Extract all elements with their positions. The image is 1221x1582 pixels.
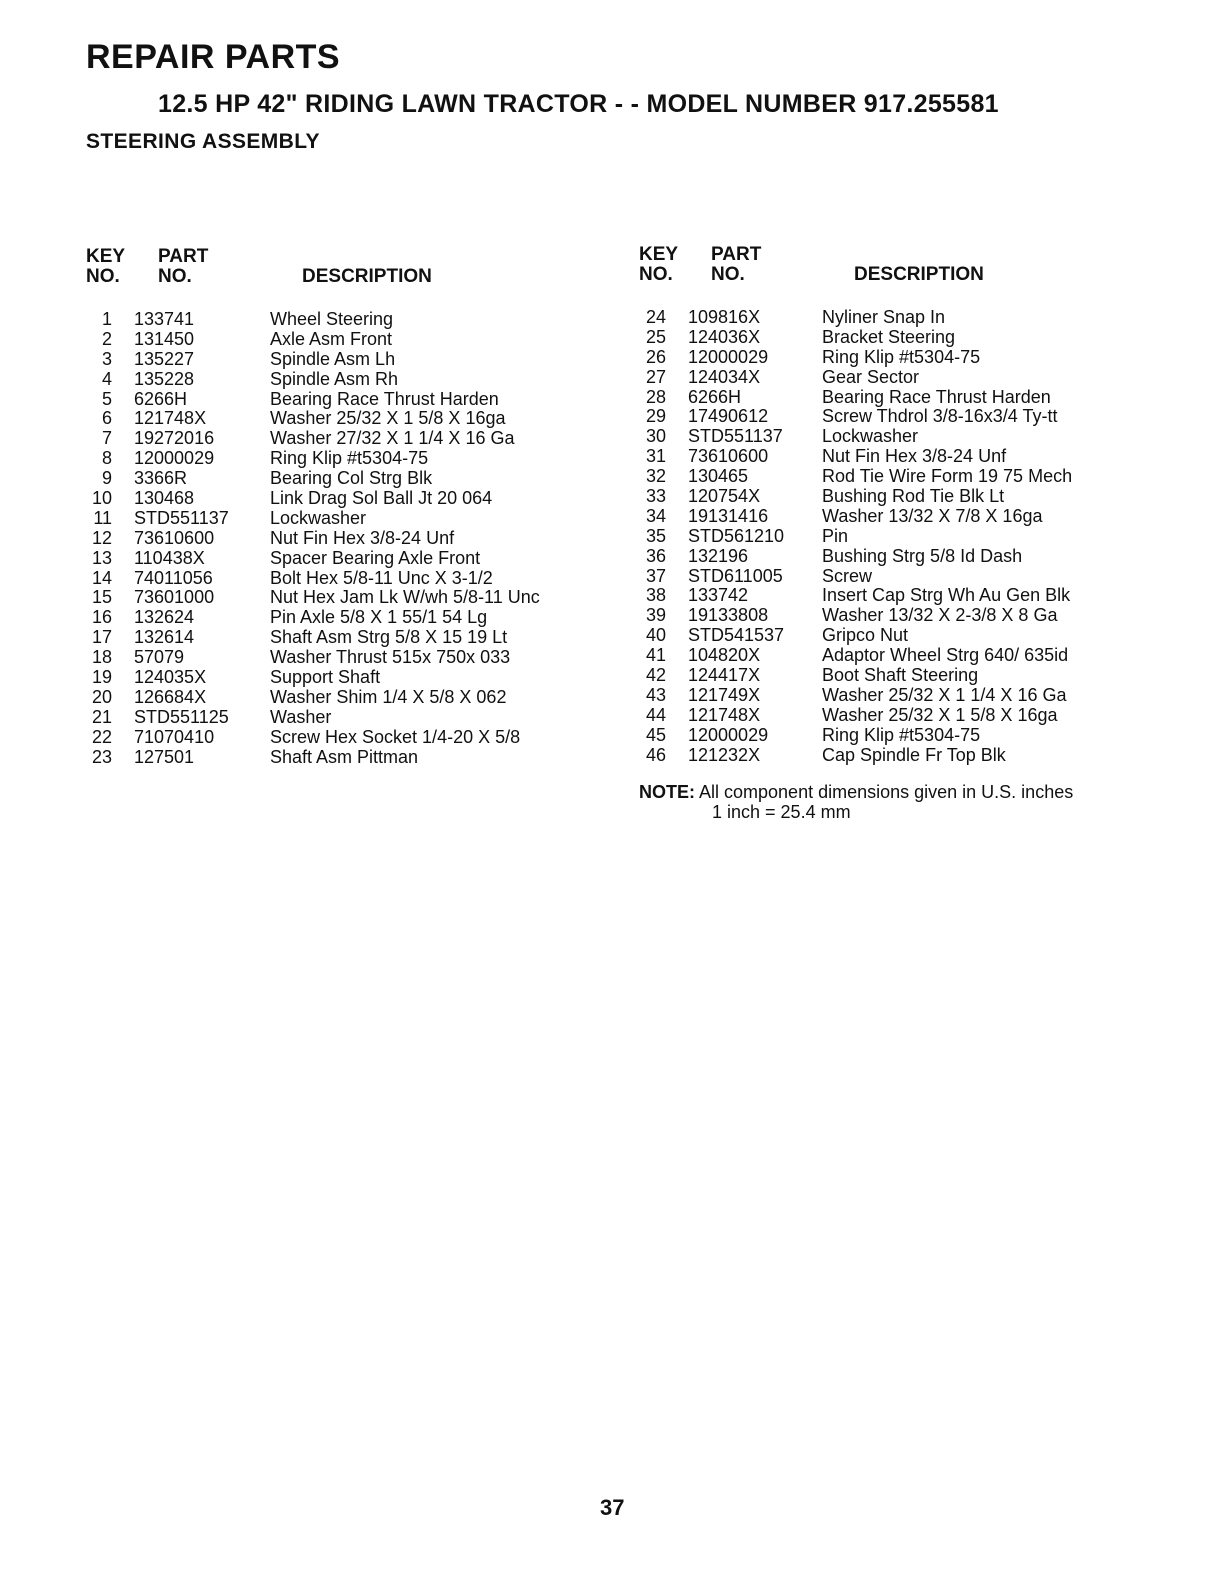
part-description: Shaft Asm Strg 5/8 X 15 19 Lt (270, 627, 508, 648)
part-description: Shaft Asm Pittman (270, 746, 419, 767)
part-number: 126684X (134, 686, 207, 707)
part-description: Bushing Rod Tie Blk Lt (822, 486, 1005, 507)
header-key: KEY (639, 244, 679, 265)
part-number: 12000029 (134, 448, 215, 469)
part-description: Bolt Hex 5/8-11 Unc X 3-1/2 (270, 567, 493, 588)
part-number: 121749X (688, 684, 761, 705)
part-number: STD541537 (688, 625, 785, 646)
header-part: PART (711, 244, 762, 265)
part-description: Lockwasher (270, 507, 367, 528)
part-number: 3366R (134, 468, 188, 489)
part-number: 19131416 (688, 505, 769, 526)
part-number: 121748X (134, 408, 207, 429)
part-number: 131450 (134, 328, 195, 349)
part-number: 124035X (134, 667, 207, 688)
part-number: STD551137 (134, 507, 229, 528)
part-description: Support Shaft (270, 667, 381, 688)
header-key-no: NO. (86, 266, 120, 287)
part-number: 12000029 (688, 724, 769, 745)
key-number: 45 (645, 724, 666, 745)
part-description: Nut Fin Hex 3/8-24 Unf (822, 446, 1007, 467)
part-number: 133742 (688, 585, 749, 606)
key-number: 20 (91, 686, 112, 707)
part-description: Link Drag Sol Ball Jt 20 064 (270, 488, 493, 509)
key-number: 17 (91, 627, 112, 648)
part-number: 135227 (134, 348, 195, 369)
key-number: 18 (91, 647, 112, 668)
header-description: DESCRIPTION (854, 264, 984, 285)
key-number: 28 (645, 386, 666, 407)
part-number: 124034X (688, 366, 761, 387)
header-part: PART (158, 246, 209, 267)
part-number: STD551125 (134, 706, 229, 727)
part-number: 121232X (688, 744, 761, 765)
part-number: 121748X (688, 704, 761, 725)
key-number: 12 (91, 527, 112, 548)
key-number: 35 (645, 525, 666, 546)
part-number: STD551137 (688, 426, 783, 447)
page-number: 37 (600, 1495, 625, 1520)
key-number: 13 (91, 547, 112, 568)
part-number: 132614 (134, 627, 195, 648)
part-description: Rod Tie Wire Form 19 75 Mech (822, 466, 1073, 487)
part-number: 132196 (688, 545, 749, 566)
part-description: Screw (822, 565, 873, 586)
part-description: Ring Klip #t5304-75 (270, 448, 429, 469)
part-description: Gripco Nut (822, 625, 909, 646)
part-description: Screw Hex Socket 1/4-20 X 5/8 (270, 726, 521, 747)
part-description: Nut Fin Hex 3/8-24 Unf (270, 527, 455, 548)
part-description: Washer 13/32 X 2-3/8 X 8 Ga (822, 605, 1058, 626)
key-number: 30 (645, 426, 666, 447)
key-number: 16 (91, 607, 112, 628)
note-text: All component dimensions given in U.S. inches (699, 782, 1074, 802)
part-number: 135228 (134, 368, 195, 389)
part-number: 104820X (688, 645, 761, 666)
part-number: 133741 (134, 309, 195, 329)
key-number: 9 (101, 468, 112, 489)
part-number: 132624 (134, 607, 195, 628)
part-number: 110438X (134, 547, 205, 568)
key-number: 19 (91, 667, 112, 688)
part-description: Insert Cap Strg Wh Au Gen Blk (822, 585, 1071, 606)
part-description: Washer 25/32 X 1 5/8 X 16ga (270, 408, 506, 429)
part-number: 124417X (688, 665, 761, 686)
key-number: 36 (645, 545, 666, 566)
part-description: Bracket Steering (822, 326, 956, 347)
part-number: STD611005 (688, 565, 783, 586)
part-description: Axle Asm Front (270, 328, 393, 349)
key-number: 25 (645, 326, 666, 347)
key-number: 33 (645, 486, 666, 507)
key-number: 32 (645, 466, 666, 487)
header-key: KEY (86, 246, 126, 267)
header-part-no: NO. (158, 266, 192, 287)
part-description: Wheel Steering (270, 309, 394, 329)
part-description: Bushing Strg 5/8 Id Dash (822, 545, 1023, 566)
header-description: DESCRIPTION (302, 266, 432, 287)
part-number: 73610600 (134, 527, 215, 548)
key-number: 24 (645, 307, 666, 327)
part-number: 130468 (134, 488, 195, 509)
key-number: 40 (645, 625, 666, 646)
key-number: 21 (91, 706, 112, 727)
part-description: Pin Axle 5/8 X 1 55/1 54 Lg (270, 607, 488, 628)
part-number: 19133808 (688, 605, 769, 626)
part-description: Washer Thrust 515x 750x 033 (270, 647, 511, 668)
part-description: Adaptor Wheel Strg 640/ 635id (822, 645, 1069, 666)
part-description: Bearing Col Strg Blk (270, 468, 433, 489)
part-description: Washer 13/32 X 7/8 X 16ga (822, 505, 1043, 526)
part-number: 109816X (688, 307, 761, 327)
key-number: 6 (101, 408, 112, 429)
key-number: 43 (645, 684, 666, 705)
part-description: Bearing Race Thrust Harden (270, 388, 499, 409)
section-title: STEERING ASSEMBLY (86, 130, 320, 153)
part-description: Washer 27/32 X 1 1/4 X 16 Ga (270, 428, 515, 449)
part-number: 73610600 (688, 446, 769, 467)
part-description: Bearing Race Thrust Harden (822, 386, 1051, 407)
part-description: Cap Spindle Fr Top Blk (822, 744, 1006, 765)
key-number: 10 (91, 488, 112, 509)
part-description: Nyliner Snap In (822, 307, 946, 327)
document-subtitle: 12.5 HP 42" RIDING LAWN TRACTOR - - MODEL NUMBER 917.255581 (158, 90, 999, 118)
key-number: 29 (645, 406, 666, 427)
key-number: 11 (93, 507, 112, 528)
key-number: 37 (645, 565, 666, 586)
key-number: 4 (101, 368, 112, 389)
part-description: Washer 25/32 X 1 5/8 X 16ga (822, 704, 1058, 725)
part-number: 19272016 (134, 428, 215, 449)
note-conversion: 1 inch = 25.4 mm (712, 802, 851, 822)
part-description: Spindle Asm Rh (270, 368, 399, 389)
key-number: 27 (645, 366, 666, 387)
part-description: Ring Klip #t5304-75 (822, 724, 981, 745)
part-number: 12000029 (688, 346, 769, 367)
part-number: 74011056 (134, 567, 213, 588)
key-number: 42 (645, 665, 666, 686)
part-description: Spindle Asm Lh (270, 348, 396, 369)
key-number: 15 (91, 587, 112, 608)
key-number: 7 (101, 428, 112, 449)
key-number: 31 (645, 446, 666, 467)
header-key-no: NO. (639, 264, 673, 285)
part-description: Washer 25/32 X 1 1/4 X 16 Ga (822, 684, 1067, 705)
part-description: Screw Thdrol 3/8-16x3/4 Ty-tt (822, 406, 1058, 427)
key-number: 22 (91, 726, 112, 747)
key-number: 23 (91, 746, 112, 767)
key-number: 34 (645, 505, 666, 526)
part-number: 57079 (134, 647, 185, 668)
note-label: NOTE: (639, 782, 695, 802)
part-description: Boot Shaft Steering (822, 665, 979, 686)
part-description: Ring Klip #t5304-75 (822, 346, 981, 367)
part-description: Gear Sector (822, 366, 920, 387)
key-number: 39 (645, 605, 666, 626)
key-number: 38 (645, 585, 666, 606)
part-number: 6266H (688, 386, 742, 407)
key-number: 2 (101, 328, 112, 349)
key-number: 46 (645, 744, 666, 765)
key-number: 41 (645, 645, 666, 666)
part-number: 130465 (688, 466, 749, 487)
key-number: 44 (645, 704, 666, 725)
part-number: 73601000 (134, 587, 215, 608)
header-part-no: NO. (711, 264, 745, 285)
part-description: Lockwasher (822, 426, 919, 447)
page-title: REPAIR PARTS (86, 38, 341, 76)
part-description: Spacer Bearing Axle Front (270, 547, 481, 568)
key-number: 3 (101, 348, 112, 369)
part-number: 71070410 (134, 726, 215, 747)
key-number: 5 (101, 388, 112, 409)
part-number: 124036X (688, 326, 761, 347)
part-description: Washer Shim 1/4 X 5/8 X 062 (270, 686, 507, 707)
part-number: 17490612 (688, 406, 769, 427)
part-description: Nut Hex Jam Lk W/wh 5/8-11 Unc (270, 587, 540, 608)
key-number: 8 (101, 448, 112, 469)
part-number: 6266H (134, 388, 188, 409)
part-number: 120754X (688, 486, 761, 507)
note (639, 782, 1073, 822)
key-number: 14 (91, 567, 112, 588)
part-number: 127501 (134, 746, 195, 767)
part-description: Washer (270, 706, 332, 727)
key-number: 26 (645, 346, 666, 367)
key-number: 1 (101, 309, 112, 329)
part-description: Pin (822, 525, 849, 546)
part-number: STD561210 (688, 525, 785, 546)
